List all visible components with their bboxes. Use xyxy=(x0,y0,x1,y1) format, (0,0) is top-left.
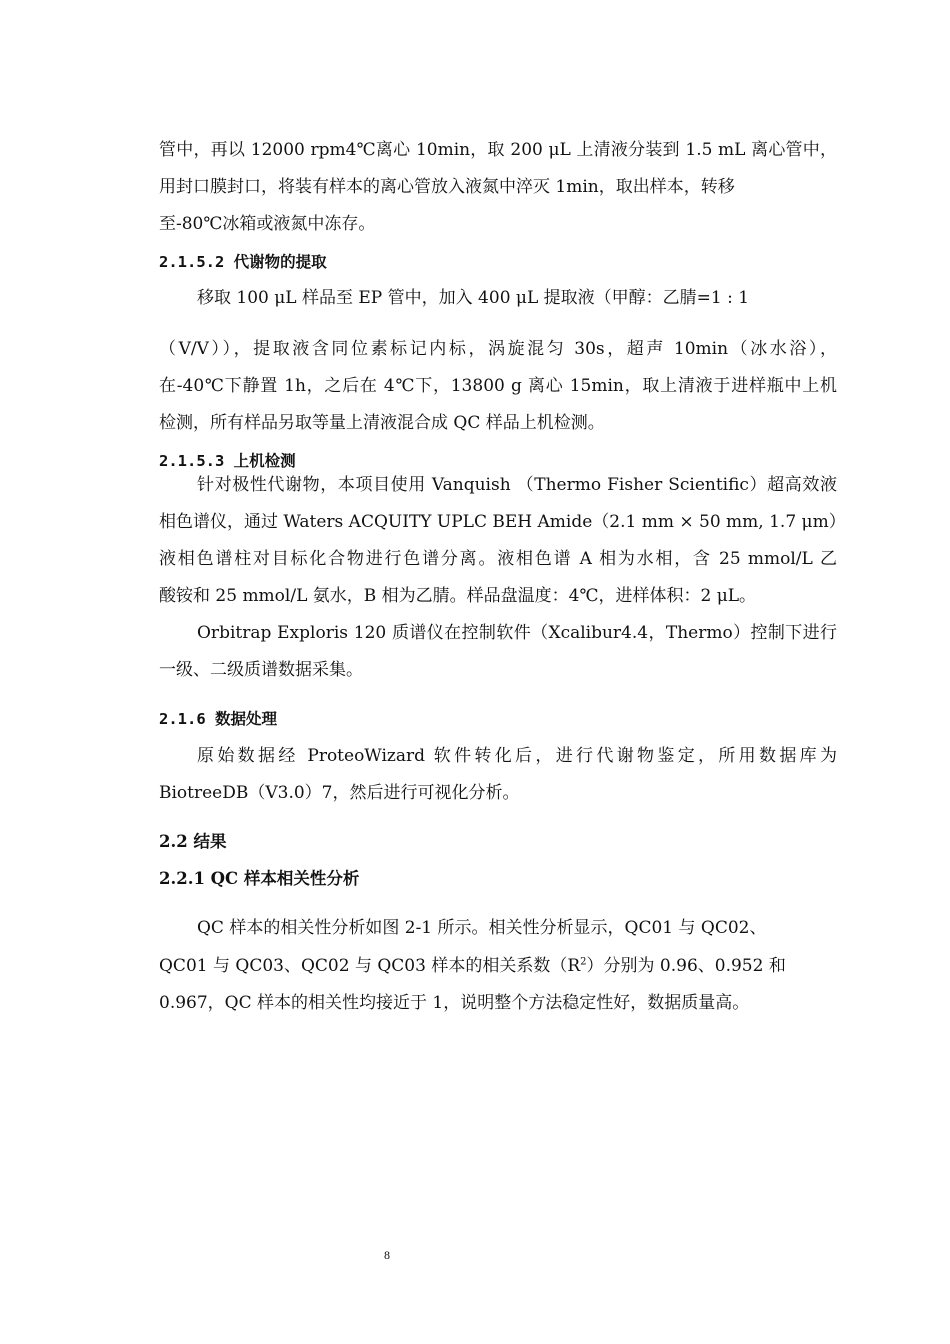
section-heading-2-2-1: 2.2.1 QC 样本相关性分析 xyxy=(159,869,360,888)
page-number: 8 xyxy=(384,1248,390,1262)
paragraph-line: 酸铵和 25 mmol/L 氨水，B 相为乙腈。样品盘温度：4℃，进样体积：2 μL。 xyxy=(159,586,757,606)
paragraph-line: 用封口膜封口，将装有样本的离心管放入液氮中淬灭 1min，取出样本，转移 xyxy=(159,177,735,197)
superscript: 2 xyxy=(580,956,587,968)
paragraph-line: 0.967，QC 样本的相关性均接近于 1，说明整个方法稳定性好，数据质量高。 xyxy=(159,993,750,1013)
paragraph-line: 检测，所有样品另取等量上清液混合成 QC 样品上机检测。 xyxy=(159,413,605,433)
paragraph-line: 一级、二级质谱数据采集。 xyxy=(159,660,363,680)
section-heading-2-2: 2.2 结果 xyxy=(159,832,227,851)
paragraph-line: 相色谱仪，通过 Waters ACQUITY UPLC BEH Amide（2.1 mm × 50 mm, 1.7 μm） xyxy=(159,512,846,532)
paragraph-line: 至-80℃冰箱或液氮中冻存。 xyxy=(159,214,376,234)
paragraph-line: 在-40℃下静置 1h，之后在 4℃下，13800 g 离心 15min，取上清液于进样瓶中上机 xyxy=(159,376,837,396)
paragraph-line: 移取 100 μL 样品至 EP 管中，加入 400 μL 提取液（甲醇：乙腈=1 : 1 xyxy=(197,288,750,308)
paragraph-line: 针对极性代谢物，本项目使用 Vanquish （Thermo Fisher Scientific）超高效液 xyxy=(197,475,837,495)
paragraph-line: Orbitrap Exploris 120 质谱仪在控制软件（Xcalibur4.4，Thermo）控制下进行 xyxy=(197,623,837,643)
text-run: QC01 与 QC03、QC02 与 QC03 样本的相关系数（R xyxy=(159,956,581,976)
paragraph-line: 管中，再以 12000 rpm4℃离心 10min，取 200 μL 上清液分装到 1.5 mL 离心管中， xyxy=(159,140,837,160)
section-heading-2-1-5-3: 2.1.5.3 上机检测 xyxy=(159,452,296,470)
paragraph-line: 原始数据经 ProteoWizard 软件转化后，进行代谢物鉴定，所用数据库为 xyxy=(197,746,837,766)
paragraph-line: （V/V）），提取液含同位素标记内标，涡旋混匀 30s，超声 10min（冰水浴）， xyxy=(159,339,837,359)
paragraph-line: 液相色谱柱对目标化合物进行色谱分离。液相色谱 A 相为水相，含 25 mmol/L 乙 xyxy=(159,549,837,569)
paragraph-line: BiotreeDB（V3.0）7，然后进行可视化分析。 xyxy=(159,783,520,803)
text-run: ）分别为 0.96、0.952 和 xyxy=(586,956,786,976)
section-heading-2-1-5-2: 2.1.5.2 代谢物的提取 xyxy=(159,253,327,271)
paragraph-line xyxy=(159,955,786,977)
section-heading-2-1-6: 2.1.6 数据处理 xyxy=(159,710,277,728)
paragraph-line: QC 样本的相关性分析如图 2-1 所示。相关性分析显示，QC01 与 QC02、 xyxy=(197,918,767,938)
